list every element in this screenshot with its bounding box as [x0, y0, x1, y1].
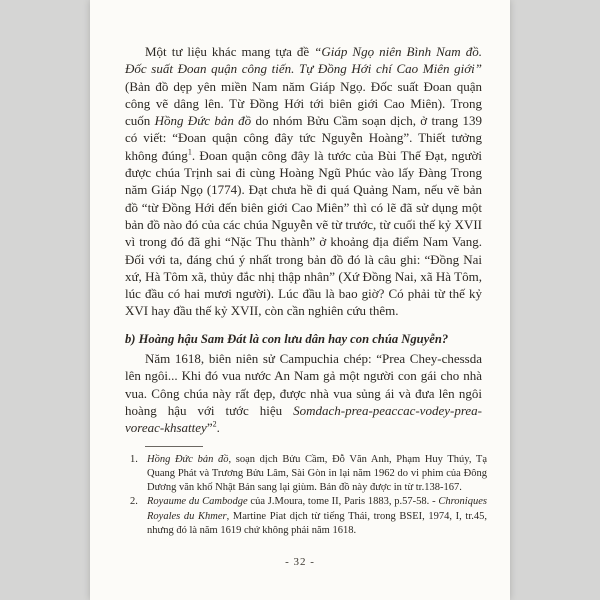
page-number: - 32 -: [285, 556, 315, 568]
paragraph-map-document: [125, 43, 482, 320]
paragraph-queen-samdat: [125, 350, 482, 436]
royal-title-italic: Somdach-prea-peaccac-vodey-prea-voreac-khsattey: [125, 402, 482, 436]
body-text: Năm 1618, biên niên sử Campuchia chép: “Prea Chey-chessda lên ngôi... Khi đó vua nước An Nam gả một người con gái cho nhà vua. Công chúa này rất đẹp, được nhà vua sủng ái và đưa lên ngôi hoàng hậu với tước hiệu: [125, 351, 482, 418]
cited-title-italic: Royaume du Cambodge: [147, 496, 248, 508]
footnote-body-text: , Martine Piat dịch từ tiếng Thái, trong BSEI, 1974, I, tr.45, nhưng đó là năm 1619 chứ không phải năm 1618.: [147, 510, 487, 537]
body-text: do nhóm Bửu Cầm soạn dịch, ở trang 139 có viết: “Đoan quận công đây tức Nguyễn Hoàng”. Thiết tưởng không đúng: [125, 113, 482, 163]
body-text: .: [216, 420, 220, 436]
footnote-text: [147, 453, 487, 496]
footnote-number: 1.: [130, 453, 138, 465]
main-text-block: [90, 0, 510, 437]
cited-title-italic: Hồng Đức bản đồ: [147, 453, 229, 465]
footnote-text: [147, 495, 487, 538]
body-text: ”: [206, 420, 213, 436]
footnote-body-text: , soạn dịch Bửu Cầm, Đỗ Văn Anh, Phạm Huy Thúy, Tạ Quang Phát và Trương Bửu Lâm, Sài Gòn in lại năm 1962 do vi phim của Đông Dương văn khố Nhật Bản sang lại giùm. Bản đồ này được in từ tr.138-167.: [147, 453, 487, 494]
footnote-ref-2: 2: [212, 419, 217, 429]
cited-title-italic: Chroniques Royales du Khmer: [147, 496, 487, 522]
footnote-item-1: [125, 453, 487, 496]
footnote-section: [90, 446, 510, 539]
footnote-number: 2.: [130, 496, 138, 508]
section-heading-b: b) Hoàng hậu Sam Đát là con lưu dân hay con chúa Nguyễn?: [125, 331, 449, 346]
body-text: Một tư liệu khác mang tựa đề: [145, 44, 315, 59]
body-text: (Bản đồ dẹp yên miền Nam năm Giáp Ngọ. Đốc suất Đoan quận công vẽ dâng lên. Từ Đồng Hới tới biên giới Cao Miên). Trong cuốn: [125, 78, 482, 129]
footnote-separator: [145, 446, 203, 447]
book-page: [90, 0, 510, 600]
body-text: . Đoan quận công đây là tước của Bùi Thế Đạt, người được chúa Trịnh sai đi cùng Hoàng Ngũ Phúc vào lấy Đàng Trong năm Giáp Ngọ (1774). Đạt chưa hề đi quá Quảng Nam, nếu vẽ bản đồ “từ Đồng Hới đến biên giới Cao Miên” thì có lẽ đã sử dụng một bản đồ nào đó của các chúa Nguyễn vẽ từ trước, từ cuối thế kỷ XVII vì trong đó đã ghi “Nặc Thu thành” ở khoảng địa điểm Nam Vang. Đối với ta, đáng chú ý nhất trong bản đồ đó là câu ghi: “Đồng Nai xứ, Hà Tôm xã, thủy đắc nhị thập nhân” (Xứ Đồng Nai, xã Hà Tôm, lúc đầu có hai mươi người). Lúc đầu là bao giờ? Có phải từ thế kỷ XVI hay đầu thế kỷ XVII, còn cần nghiên cứu thêm.: [125, 147, 482, 319]
map-title-italic: “Giáp Ngọ niên Bình Nam đồ. Đốc suất Đoan quận công tiến. Tự Đồng Hới chí Cao Miên giới”: [125, 44, 482, 77]
footnote-item-2: [125, 495, 487, 538]
book-title-italic: Hồng Đức bản đồ: [154, 113, 252, 129]
footnote-body-text: của J.Moura, tome II, Paris 1883, p.57-58. -: [247, 496, 439, 508]
footnote-ref-1: 1: [187, 147, 192, 157]
